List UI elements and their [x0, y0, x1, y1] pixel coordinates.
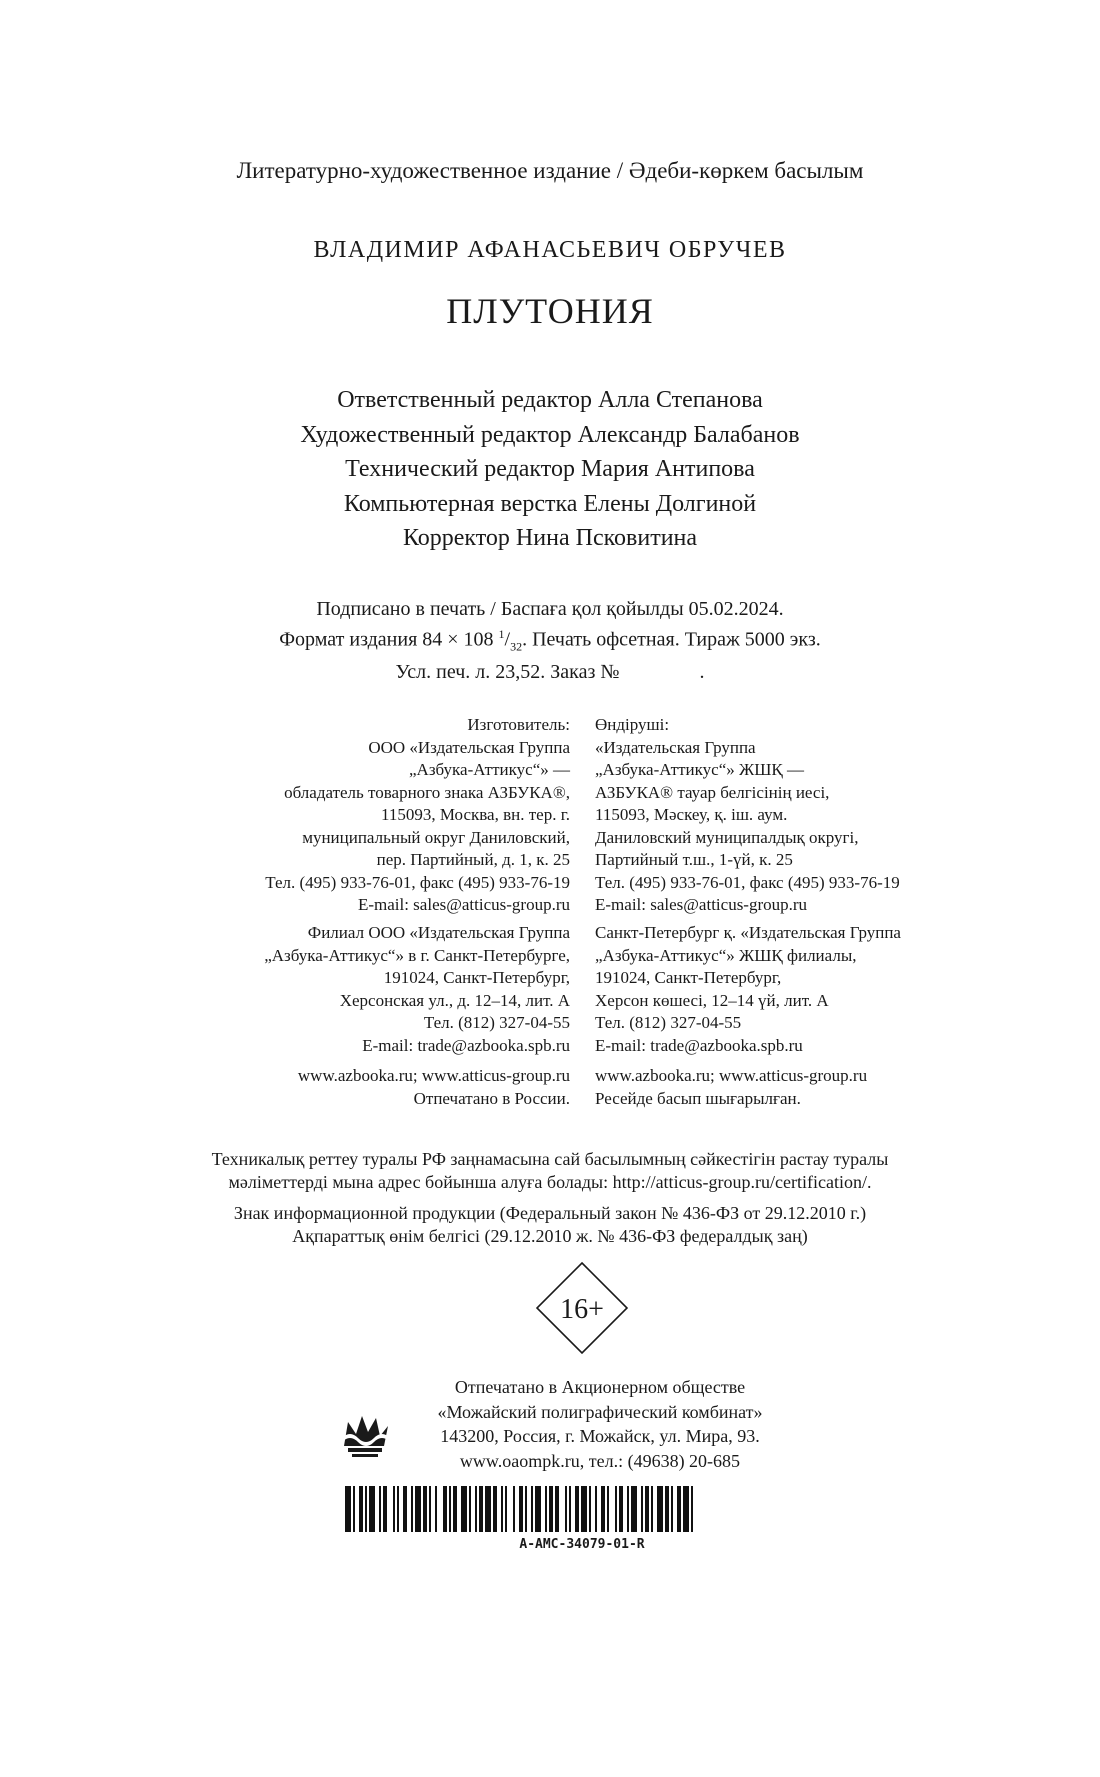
printer-crown-logo-icon	[340, 1408, 392, 1458]
barcode-bar	[601, 1486, 605, 1532]
branch-kz-line: Тел. (812) 327-04-55	[595, 1013, 742, 1032]
websites-ru: www.azbooka.ru; www.atticus-group.ru	[297, 1066, 570, 1085]
age-rating-diamond	[536, 1262, 628, 1354]
format-suffix: . Печать офсетная. Тираж 5000 экз.	[522, 628, 821, 651]
manufacturer-ru-line: 115093, Москва, вн. тер. г.	[380, 805, 570, 824]
barcode-bar	[461, 1486, 467, 1532]
tech-regulation-line: Техникалық реттеу туралы РФ заңнамасына сай басылымның сәйкестігін растау туралы	[211, 1149, 889, 1169]
barcode-bar	[449, 1486, 451, 1532]
branch-ru-line: „Азбука-Аттикус“» в г. Санкт-Петербурге,	[264, 945, 570, 965]
manufacturer-kz-line: „Азбука-Аттикус“» ЖШҚ —	[595, 760, 804, 779]
genre-line: Литературно-художественное издание / Әдеби-көркем басылым	[236, 158, 864, 183]
printer-line: www.oaompk.ru, тел.: (49638) 20-685	[459, 1450, 741, 1471]
printer-line: 143200, Россия, г. Можайск, ул. Мира, 93.	[440, 1426, 760, 1446]
barcode-bar	[535, 1486, 541, 1532]
format-line: Формат издания 84 × 108 $^1/_{32}$. Печать офсетная. Тираж 5000 экз.	[279, 627, 821, 654]
volume-line: Усл. печ. л. 23,52. Заказ № .	[395, 660, 705, 683]
format-prefix: Формат издания 84 × 108	[279, 628, 494, 651]
branch-ru	[264, 922, 570, 1057]
barcode-bar	[383, 1486, 387, 1532]
barcode-bar	[353, 1486, 355, 1532]
barcode-bar	[595, 1486, 597, 1532]
manufacturer-kz-line: Өндіруші:	[595, 715, 670, 734]
barcode-bar	[423, 1486, 427, 1532]
info-product-mark	[0, 1202, 1100, 1248]
barcode-bar	[615, 1486, 617, 1532]
book-title: ПЛУТОНИЯ	[446, 291, 654, 331]
barcode-bar	[501, 1486, 503, 1532]
branch-kz-line: 191024, Санкт-Петербург,	[595, 968, 782, 987]
barcode-bar	[555, 1486, 559, 1532]
barcode-bar	[485, 1486, 491, 1532]
format-denominator: 32	[510, 639, 523, 654]
printer-line: Отпечатано в Акционерном обществе	[454, 1377, 746, 1397]
barcode-bar	[645, 1486, 649, 1532]
branch-ru-line: 191024, Санкт-Петербург,	[383, 968, 570, 987]
editor-line: Технический редактор Мария Антипова	[345, 456, 755, 482]
manufacturer-ru-line: ООО «Издательская Группа	[368, 737, 570, 757]
barcode-bar	[469, 1486, 471, 1532]
printer-info	[420, 1375, 780, 1473]
manufacturer-kz-line: 115093, Мәскеу, қ. іш. аум.	[595, 805, 788, 824]
manufacturer-ru-email: E-mail: sales@atticus-group.ru	[357, 895, 570, 914]
web-kz	[595, 1065, 867, 1110]
barcode-bar	[589, 1486, 591, 1532]
barcode-bar	[393, 1486, 395, 1532]
barcode-bar	[403, 1486, 407, 1532]
barcode-bar	[627, 1486, 629, 1532]
barcode-bar	[345, 1486, 351, 1532]
barcode-bar	[435, 1486, 437, 1532]
manufacturer-ru-line: муниципальный округ Даниловский,	[302, 827, 570, 847]
barcode-bar	[631, 1486, 637, 1532]
barcode-bar	[683, 1486, 689, 1532]
barcode-bar	[519, 1486, 523, 1532]
barcode-bar	[619, 1486, 623, 1532]
barcode-bar	[651, 1486, 653, 1532]
barcode-bar	[549, 1486, 553, 1532]
barcode-bar	[443, 1486, 447, 1532]
branch-ru-line: Херсонская ул., д. 12–14, лит. А	[339, 990, 570, 1010]
printer-line: «Можайский полиграфический комбинат»	[437, 1401, 763, 1422]
barcode-bar	[569, 1486, 571, 1532]
barcode-bar	[581, 1486, 587, 1532]
author-name: ВЛАДИМИР АФАНАСЬЕВИЧ ОБРУЧЕВ	[313, 237, 787, 263]
branch-kz-line: „Азбука-Аттикус“» ЖШҚ филиалы,	[595, 945, 857, 965]
tech-regulation-line: мәліметтерді мына адрес бойынша алуға болады: http://atticus-group.ru/certification/.	[228, 1172, 872, 1192]
barcode-bar	[359, 1486, 363, 1532]
editor-line: Компьютерная верстка Елены Долгиной	[343, 490, 757, 517]
editor-line: Ответственный редактор Алла Степанова	[337, 387, 763, 413]
branch-kz-line: Санкт-Петербург қ. «Издательская Группа	[595, 923, 901, 942]
barcode	[345, 1486, 819, 1532]
barcode-bar	[641, 1486, 643, 1532]
branch-kz-line: Херсон көшесі, 12–14 үй, лит. А	[595, 990, 829, 1010]
info-mark-line: Ақпараттық өнім белгісі (29.12.2010 ж. № 436-ФЗ федералдық заң)	[292, 1226, 808, 1246]
barcode-bar	[429, 1486, 431, 1532]
barcode-bar	[525, 1486, 527, 1532]
barcode-bar	[479, 1486, 483, 1532]
editor-line: Корректор Нина Псковитина	[402, 525, 698, 551]
barcode-bar	[565, 1486, 567, 1532]
barcode-bar	[665, 1486, 669, 1532]
signed-line: Подписано в печать / Баспаға қол қойылды 05.02.2024.	[316, 598, 784, 620]
barcode-bar	[691, 1486, 693, 1532]
manufacturer-ru-line: „Азбука-Аттикус“» —	[409, 760, 570, 779]
manufacturer-ru-line: Тел. (495) 933-76-01, факс (495) 933-76-19	[265, 872, 570, 892]
manufacturer-kz-line: Тел. (495) 933-76-01, факс (495) 933-76-19	[595, 872, 900, 892]
manufacturer-ru-line: пер. Партийный, д. 1, к. 25	[376, 850, 570, 869]
barcode-bar	[453, 1486, 457, 1532]
barcode-bar	[397, 1486, 399, 1532]
manufacturer-kz-line: Даниловский муниципалдық округі,	[595, 827, 859, 847]
manufacturer-ru-line: обладатель товарного знака АЗБУКА®,	[284, 782, 570, 802]
websites-kz: www.azbooka.ru; www.atticus-group.ru	[595, 1066, 868, 1085]
format-numerator: 1	[498, 627, 505, 641]
branch-kz-email: E-mail: trade@azbooka.spb.ru	[595, 1035, 803, 1055]
barcode-bar	[531, 1486, 533, 1532]
manufacturer-kz-line: «Издательская Группа	[595, 737, 756, 757]
barcode-bar	[475, 1486, 477, 1532]
barcode-bar	[575, 1486, 579, 1532]
barcode-bar	[411, 1486, 413, 1532]
branch-ru-line: Филиал ООО «Издательская Группа	[307, 923, 570, 942]
barcode-label: A-AMC-34079-01-R	[519, 1537, 645, 1552]
manufacturer-kz-email: E-mail: sales@atticus-group.ru	[595, 895, 808, 914]
printed-in-kz: Ресейде басып шығарылған.	[595, 1088, 801, 1108]
branch-kz	[595, 922, 901, 1057]
manufacturer-ru-line: Изготовитель:	[467, 715, 570, 734]
barcode-bar	[369, 1486, 375, 1532]
barcode-bar	[365, 1486, 367, 1532]
editors-block	[0, 383, 1100, 556]
barcode-bar	[379, 1486, 381, 1532]
barcode-bar	[607, 1486, 609, 1532]
barcode-bar	[513, 1486, 515, 1532]
info-mark-line: Знак информационной продукции (Федеральный закон № 436-ФЗ от 29.12.2010 г.)	[233, 1203, 867, 1223]
print-info-block	[0, 597, 1100, 685]
barcode-bar	[657, 1486, 663, 1532]
editor-line: Художественный редактор Александр Балабанов	[300, 421, 800, 448]
branch-ru-email: E-mail: trade@azbooka.spb.ru	[362, 1035, 570, 1055]
manufacturer-kz	[595, 714, 900, 917]
manufacturer-kz-line: АЗБУКА® тауар белгісінің иесі,	[595, 782, 830, 802]
barcode-bar	[545, 1486, 547, 1532]
barcode-bar	[415, 1486, 421, 1532]
tech-regulation-note	[0, 1148, 1100, 1194]
barcode-bar	[505, 1486, 507, 1532]
barcode-bar	[677, 1486, 681, 1532]
barcode-bar	[671, 1486, 673, 1532]
barcode-bar	[493, 1486, 497, 1532]
branch-ru-line: Тел. (812) 327-04-55	[423, 1013, 570, 1032]
age-rating-text: 16+	[560, 1294, 604, 1325]
printed-in-ru: Отпечатано в России.	[413, 1088, 570, 1108]
web-ru	[298, 1065, 570, 1110]
manufacturer-kz-line: Партийный т.ш., 1-үй, к. 25	[595, 850, 793, 869]
manufacturer-ru	[265, 714, 570, 917]
